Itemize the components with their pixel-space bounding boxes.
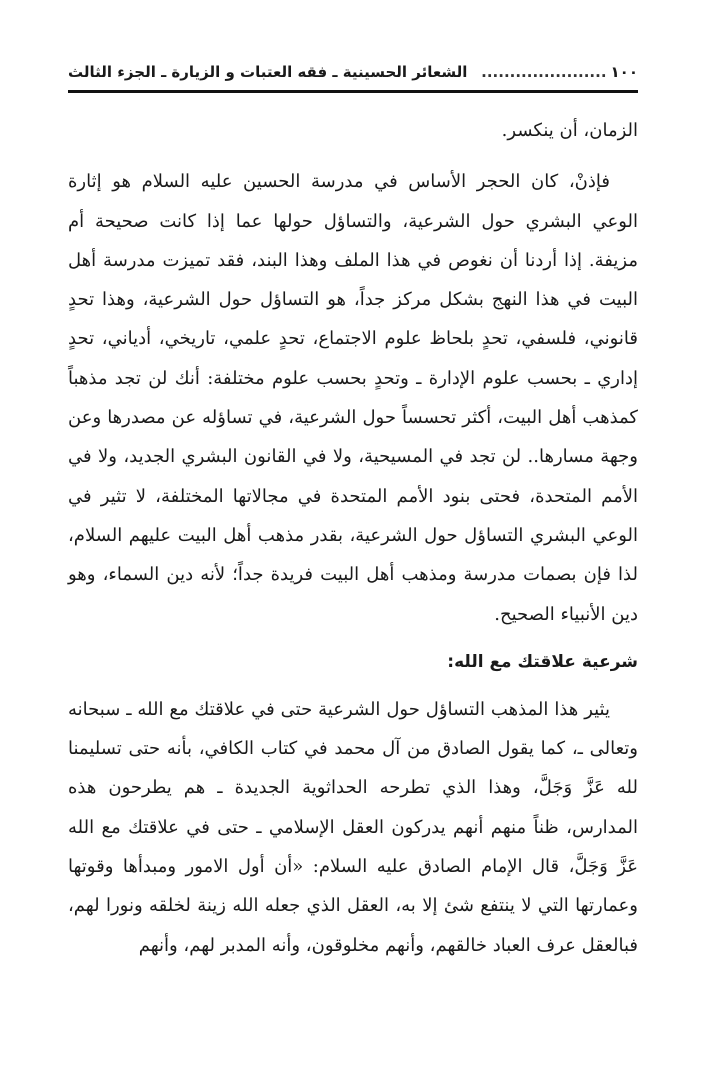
running-title: الشعائر الحسينية ـ فقه العتبات و الزيارة ـ الجزء الثالث xyxy=(68,63,468,81)
book-page xyxy=(68,56,638,965)
section-heading: شرعية علاقتك مع الله: xyxy=(447,651,638,672)
paragraph-continuation: الزمان، أن ينكسر. xyxy=(501,120,638,141)
page-number: ١٠٠ xyxy=(610,63,638,81)
header-rule xyxy=(68,90,638,93)
running-header xyxy=(68,56,638,84)
section-body-text xyxy=(68,690,638,965)
header-leader-dots: ...................... xyxy=(481,63,607,81)
paragraph-relationship-with-god: يثير هذا المذهب التساؤل حول الشرعية حتى في علاقتك مع الله ـ سبحانه وتعالى ـ، كما يقول الصادق من آل محمد في كتاب الكافي، بأنه حتى تسليمنا لله عَزَّ وَجَلَّ، وهذا الذي تطرحه الحداثوية الجديدة ـ هم يطرحون هذه المدارس، ظناً منهم أنهم يدركون العقل الإسلامي ـ حتى في علاقتك مع الله عَزَّ وَجَلَّ، قال الإمام الصادق عليه السلام: «أن أول الامور ومبدأها وقوتها وعمارتها التي لا ينتفع شئ إلا به، العقل الذي جعله الله زينة لخلقه ونورا لهم، فبالعقل عرف العباد خالقهم، وأنهم مخلوقون، وأنه المدبر لهم، وأنهم xyxy=(68,698,639,956)
body-text xyxy=(68,111,638,634)
paragraph-legitimacy-awareness: فإذنْ، كان الحجر الأساس في مدرسة الحسين عليه السلام هو إثارة الوعي البشري حول الشرعية، والتساؤل حولها عما إذا كانت صحيحة أم مزيفة. إذا أردنا أن نغوص في هذا الملف وهذا البند، فقد تميزت مدرسة أهل البيت في هذا النهج بشكل مركز جداً، هو التساؤل حول الشرعية، وهذا تحدٍ قانوني، فلسفي، تحدٍ بلحاظ علوم الاجتماع، تحدٍ علمي، تاريخي، أدياني، تحدٍ إداري ـ بحسب علوم الإدارة ـ وتحدٍ بحسب علوم مختلفة: أنك لن تجد مذهباً كمذهب أهل البيت، أكثر تحسساً حول الشرعية، في تساؤله عن مصدرها وعن وجهة مسارها.. لن تجد في المسيحية، ولا في القانون البشري الجديد، ولا في الأمم المتحدة، فحتى بنود الأمم المتحدة في مجالاتها المختلفة، لا تثير في الوعي البشري التساؤل حول الشرعية، بقدر مذهب أهل البيت عليهم السلام، لذا فإن بصمات مدرسة ومذهب أهل البيت فريدة جداً؛ لأنه دين السماء، وهو دين الأنبياء الصحيح. xyxy=(68,171,638,625)
